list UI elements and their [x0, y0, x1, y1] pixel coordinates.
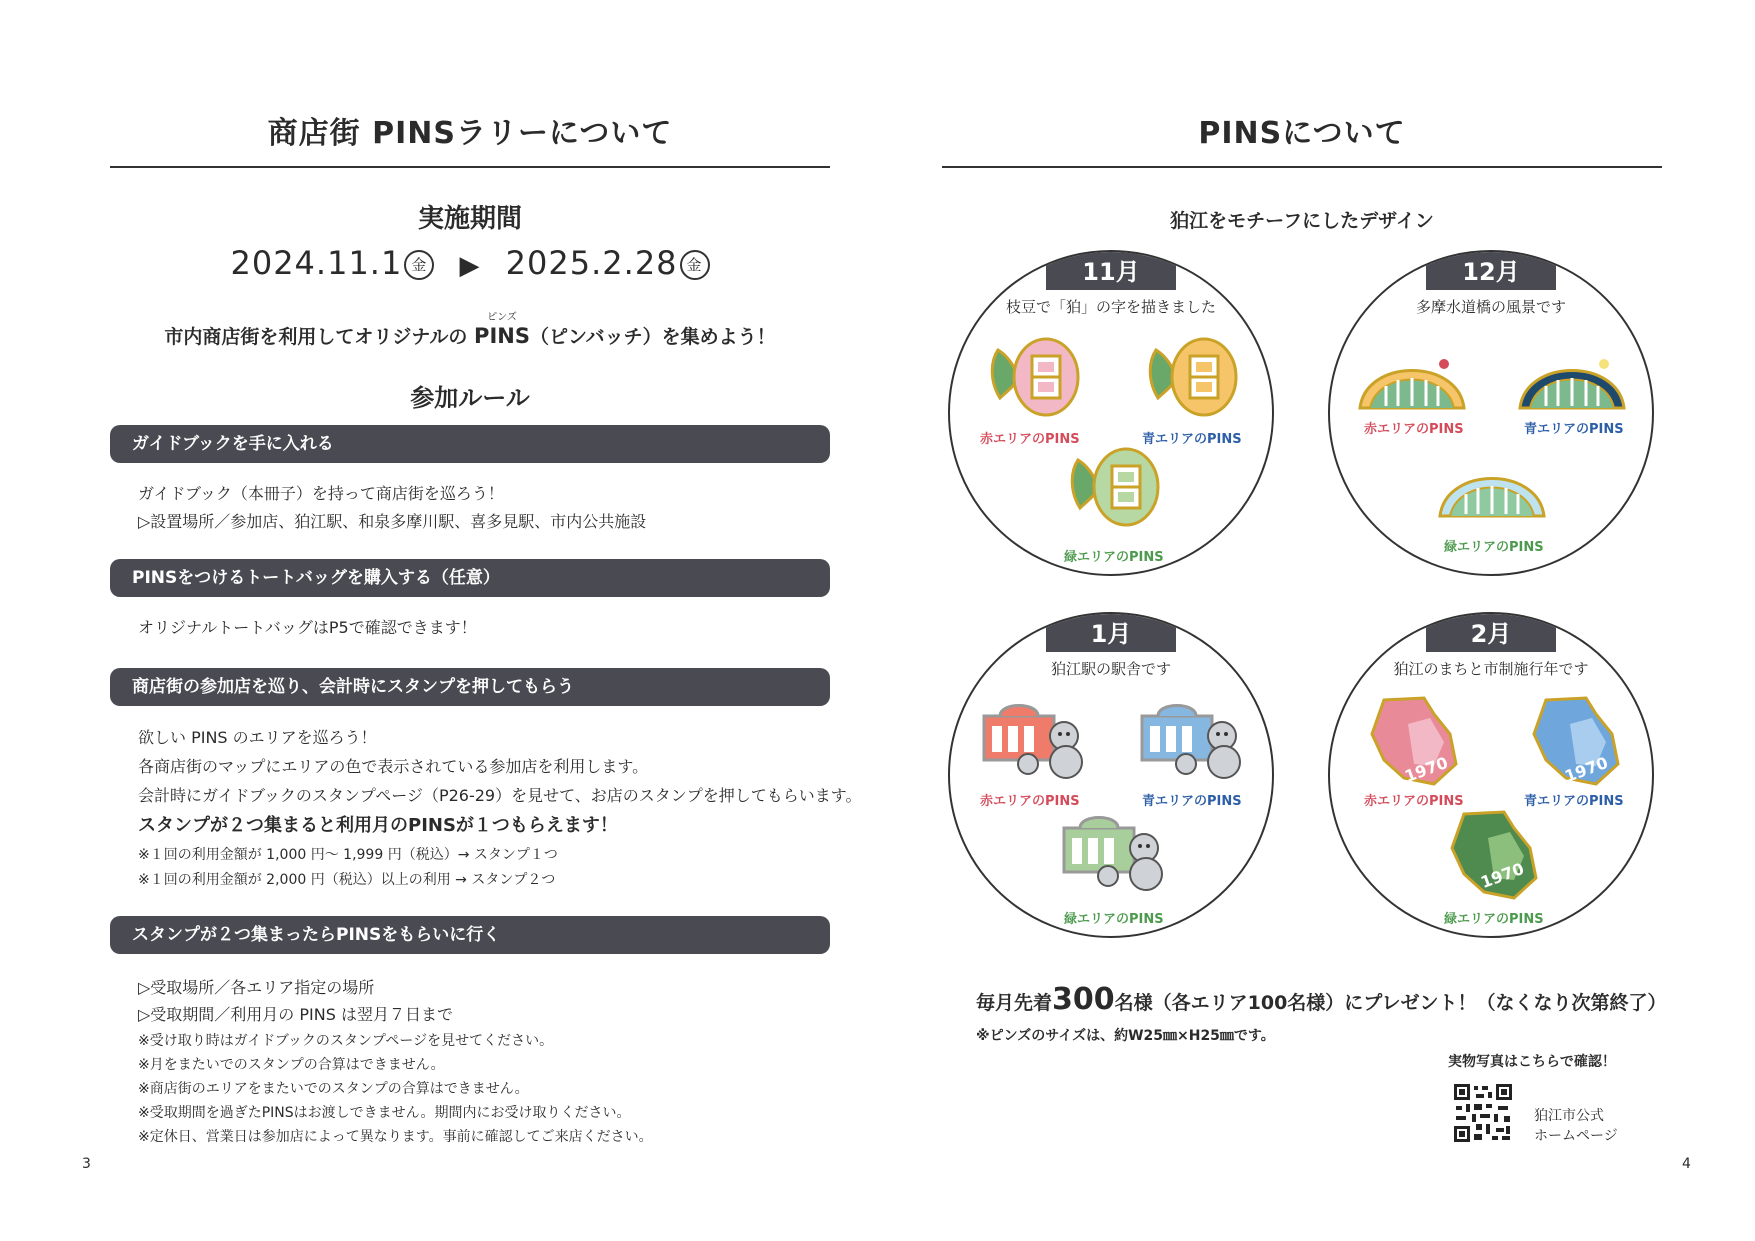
left-title-divider: [110, 166, 830, 168]
section4-note4: ※受取期間を過ぎたPINSはお渡しできません。期間内にお受け取りください。: [138, 1105, 631, 1121]
section4-note1: ※受け取り時はガイドブックのスタンプページを見せてください。: [138, 1033, 554, 1049]
bridge-pin-red: [1356, 348, 1468, 412]
rules-heading: 参加ルール: [410, 384, 530, 412]
section-bar-totebag: PINSをつけるトートバッグを購入する（任意）: [110, 559, 830, 597]
tagline-suffix: （ピンバッチ）を集めよう！: [529, 326, 776, 348]
period-dates: [110, 244, 830, 282]
station-pin-red: [980, 702, 1090, 782]
station-pin-blue: [1138, 702, 1248, 782]
month-caption-december: 多摩水道橋の風景です: [1415, 298, 1566, 316]
edamame-pin-red: [988, 332, 1084, 422]
page-number-right: 4: [1682, 1156, 1691, 1172]
pin-label-november-blue: 青エリアのPINS: [1142, 432, 1242, 447]
pin-label-february-blue: 青エリアのPINS: [1524, 794, 1624, 809]
period-end: 2025.2.28: [505, 244, 678, 282]
period-start-day: 金: [404, 250, 434, 280]
section3-note1: ※１回の利用金額が 1,000 円～ 1,999 円（税込）→ スタンプ１つ: [138, 847, 558, 863]
qr-code-icon[interactable]: [1452, 1082, 1514, 1144]
present-number: 300: [1052, 982, 1115, 1017]
bridge-pin-green: [1436, 456, 1548, 520]
section4-line1: ▷受取場所／各エリア指定の場所: [138, 978, 375, 997]
tagline-prefix: 市内商店街を利用してオリジナルの: [164, 326, 475, 348]
month-caption-november: 枝豆で「狛」の字を描きました: [1005, 298, 1216, 316]
page-number-left: 3: [82, 1156, 91, 1172]
period-end-day: 金: [680, 250, 710, 280]
pin-label-january-red: 赤エリアのPINS: [980, 794, 1080, 809]
month-tab-february: 2月: [1426, 614, 1556, 652]
pin-label-november-red: 赤エリアのPINS: [980, 432, 1080, 447]
homepage-line1: 狛江市公式: [1534, 1108, 1604, 1124]
month-circle-november: [948, 250, 1274, 576]
section3-line1: 欲しい PINS のエリアを巡ろう！: [138, 728, 377, 747]
map-year-blue: 1970: [1562, 752, 1611, 787]
pin-label-december-blue: 青エリアのPINS: [1524, 422, 1624, 437]
edamame-pin-green: [1068, 442, 1164, 532]
month-tab-january: 1月: [1046, 614, 1176, 652]
pin-label-november-green: 緑エリアのPINS: [1064, 550, 1164, 565]
tagline-pins: PINS: [474, 324, 530, 348]
period-heading: 実施期間: [417, 204, 522, 234]
present-prefix: 毎月先着: [976, 992, 1053, 1014]
photo-note: 実物写真はこちらで確認！: [1448, 1054, 1616, 1070]
present-line: [976, 982, 1667, 1017]
pin-label-february-green: 緑エリアのPINS: [1444, 912, 1544, 927]
section3-note2: ※１回の利用金額が 2,000 円（税込）以上の利用 → スタンプ２つ: [138, 872, 556, 888]
right-subtitle: 狛江をモチーフにしたデザイン: [1170, 210, 1434, 232]
month-caption-january: 狛江駅の駅舎です: [1050, 660, 1171, 678]
right-title-divider: [942, 166, 1662, 168]
map-pin-green: [1444, 808, 1544, 904]
pin-label-january-blue: 青エリアのPINS: [1142, 794, 1242, 809]
pin-label-february-red: 赤エリアのPINS: [1364, 794, 1464, 809]
left-page-title: 商店街 PINSラリーについて: [267, 116, 673, 151]
map-year-green: 1970: [1478, 858, 1527, 893]
homepage-line2: ホームページ: [1534, 1128, 1618, 1144]
present-suffix: 名様（各エリア100名様）にプレゼント！（なくなり次第終了）: [1114, 992, 1667, 1014]
month-tab-december: 12月: [1426, 252, 1556, 290]
section3-line3: 会計時にガイドブックのスタンプページ（P26-29）を見せて、お店のスタンプを押してもらいます。: [138, 786, 862, 805]
period-start: 2024.11.1: [230, 244, 403, 282]
section3-line2: 各商店街のマップにエリアの色で表示されている参加店を利用します。: [138, 757, 649, 776]
month-tab-november: 11月: [1046, 252, 1176, 290]
pin-label-december-red: 赤エリアのPINS: [1364, 422, 1464, 437]
section-bar-guidebook: ガイドブックを手に入れる: [110, 425, 830, 463]
month-caption-february: 狛江のまちと市制施行年です: [1393, 660, 1589, 678]
section-bar-receive: スタンプが２つ集まったらPINSをもらいに行く: [110, 916, 830, 954]
pin-label-december-green: 緑エリアのPINS: [1444, 540, 1544, 555]
section4-line2: ▷受取期間／利用月の PINS は翌月７日まで: [138, 1005, 453, 1024]
month-circle-february: [1328, 612, 1654, 938]
section4-note5: ※定休日、営業日は参加店によって異なります。事前に確認してご来店ください。: [138, 1129, 653, 1145]
month-circle-december: [1328, 250, 1654, 576]
section1-line1: ガイドブック（本冊子）を持って商店街を巡ろう！: [138, 484, 504, 503]
section4-note3: ※商店街のエリアをまたいでのスタンプの合算はできません。: [138, 1081, 529, 1097]
tagline: [110, 312, 830, 349]
section4-note2: ※月をまたいでのスタンプの合算はできません。: [138, 1057, 445, 1073]
section3-emphasis: スタンプが２つ集まると利用月のPINSが１つもらえます！: [138, 815, 618, 836]
section2-line1: オリジナルトートバッグはP5で確認できます！: [138, 618, 477, 637]
section1-line2: ▷設置場所／参加店、狛江駅、和泉多摩川駅、喜多見駅、市内公共施設: [138, 512, 647, 531]
arrow-right-icon: ▶: [459, 251, 481, 281]
edamame-pin-blue: [1146, 332, 1242, 422]
station-pin-green: [1060, 814, 1170, 894]
month-circle-january: [948, 612, 1274, 938]
map-year-red: 1970: [1402, 752, 1451, 787]
bridge-pin-blue: [1516, 348, 1628, 412]
right-page-title: PINSについて: [1198, 116, 1406, 151]
pin-label-january-green: 緑エリアのPINS: [1064, 912, 1164, 927]
size-note: ※ピンズのサイズは、約W25㎜×H25㎜です。: [976, 1028, 1275, 1044]
section-bar-stamp: 商店街の参加店を巡り、会計時にスタンプを押してもらう: [110, 668, 830, 706]
tagline-ruby: ピンズ: [487, 312, 517, 323]
